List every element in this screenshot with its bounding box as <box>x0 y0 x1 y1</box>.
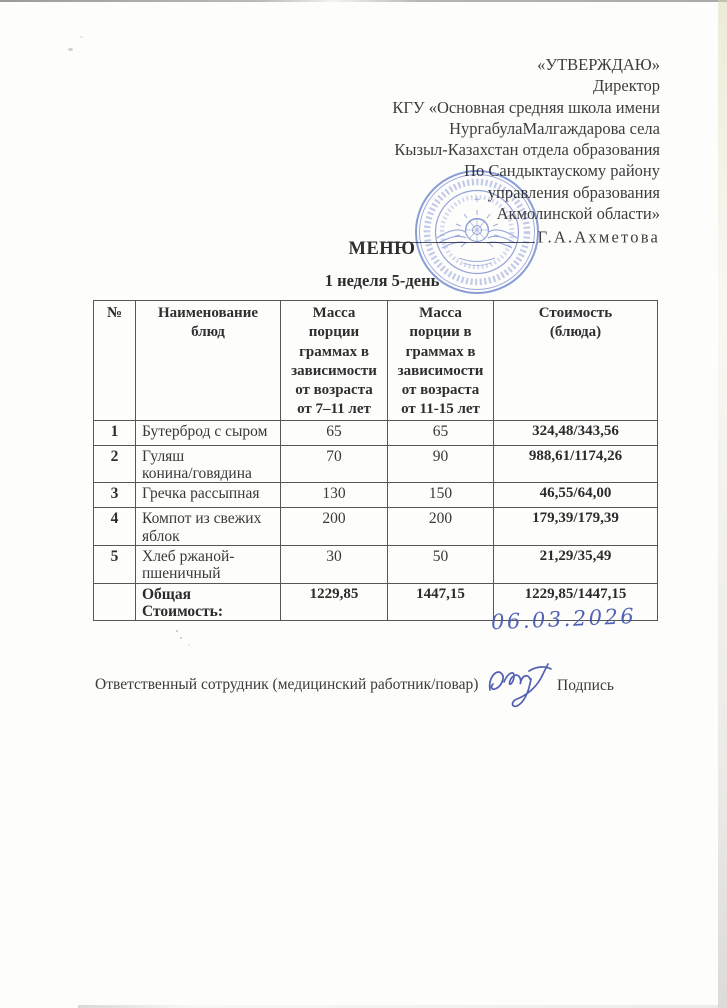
table-row <box>94 545 658 583</box>
table-row <box>94 483 658 508</box>
mass-11-15: 50 <box>388 545 494 583</box>
dish-name: Бутерброд с сыром <box>136 420 281 445</box>
col-header-number: № <box>94 301 136 421</box>
mass-7-11: 130 <box>281 483 388 508</box>
table-row <box>94 420 658 445</box>
mass-7-11: 200 <box>281 508 388 546</box>
row-number-empty <box>94 583 136 621</box>
dish-name: Хлеб ржаной- пшеничный <box>136 545 281 583</box>
col-header-dish-name: Наименование блюд <box>136 301 281 421</box>
table-header-row <box>94 301 658 421</box>
mass-7-11: 30 <box>281 545 388 583</box>
table-row <box>94 508 658 546</box>
mass-7-11: 70 <box>281 445 388 483</box>
approval-line: НургабулаМалгаждарова села <box>449 118 660 138</box>
scan-right-edge <box>718 0 727 1008</box>
mass-11-15: 200 <box>388 508 494 546</box>
responsible-employee-label: Ответственный сотрудник (медицинский работник/повар) <box>95 676 479 693</box>
page-title: МЕНЮ <box>348 239 416 259</box>
table-row <box>94 445 658 483</box>
approval-line: Акмолинской области» <box>496 204 660 224</box>
approval-line: По Сандыктаускому району <box>464 161 660 181</box>
dish-cost: 21,29/35,49 <box>494 545 658 583</box>
page-subtitle: 1 неделя 5-день <box>324 271 440 290</box>
scan-ink-dots <box>176 630 178 632</box>
dish-cost: 988,61/1174,26 <box>494 445 658 483</box>
signature-caption: Подпись <box>557 677 614 694</box>
total-label: Общая Стоимость: <box>136 583 281 621</box>
approval-line: управления образования <box>487 182 660 202</box>
mass-7-11: 65 <box>281 420 388 445</box>
dish-name: Компот из свежих яблок <box>136 508 281 546</box>
row-number: 2 <box>94 445 136 483</box>
col-header-cost: Стоимость (блюда) <box>494 301 658 421</box>
dish-name: Гречка рассыпная <box>136 483 281 508</box>
director-name: Г.А.Ахметова <box>537 227 660 247</box>
row-number: 5 <box>94 545 136 583</box>
approval-line: Кызыл-Казахстан отдела образования <box>394 140 660 160</box>
row-number: 4 <box>94 508 136 546</box>
approval-line: «УТВЕРЖДАЮ» <box>537 55 660 74</box>
mass-11-15: 90 <box>388 445 494 483</box>
scan-top-edge <box>0 0 727 2</box>
total-cost: 1229,85/1447,15 <box>494 583 658 621</box>
total-mass-11-15: 1447,15 <box>388 583 494 621</box>
scan-speck <box>68 48 73 51</box>
mass-11-15: 150 <box>388 483 494 508</box>
row-number: 3 <box>94 483 136 508</box>
total-mass-7-11: 1229,85 <box>281 583 388 621</box>
handwritten-date: 06.03.2026 <box>490 603 637 635</box>
col-header-mass-7-11: Масса порции граммах в зависимости от возраста от 7–11 лет <box>281 301 388 421</box>
dish-cost: 179,39/179,39 <box>494 508 658 546</box>
menu-table <box>93 300 658 621</box>
approval-line: Директор <box>593 76 660 96</box>
mass-11-15: 65 <box>388 420 494 445</box>
approval-line: КГУ «Основная средняя школа имени <box>392 97 660 117</box>
scan-speck <box>80 36 83 38</box>
col-header-mass-11-15: Масса порции в граммах в зависимости от возраста от 11-15 лет <box>388 301 494 421</box>
handwritten-signature-icon <box>484 660 568 712</box>
dish-cost: 324,48/343,56 <box>494 420 658 445</box>
dish-cost: 46,55/64,00 <box>494 483 658 508</box>
dish-name: Гуляш конина/говядина <box>136 445 281 483</box>
row-number: 1 <box>94 420 136 445</box>
